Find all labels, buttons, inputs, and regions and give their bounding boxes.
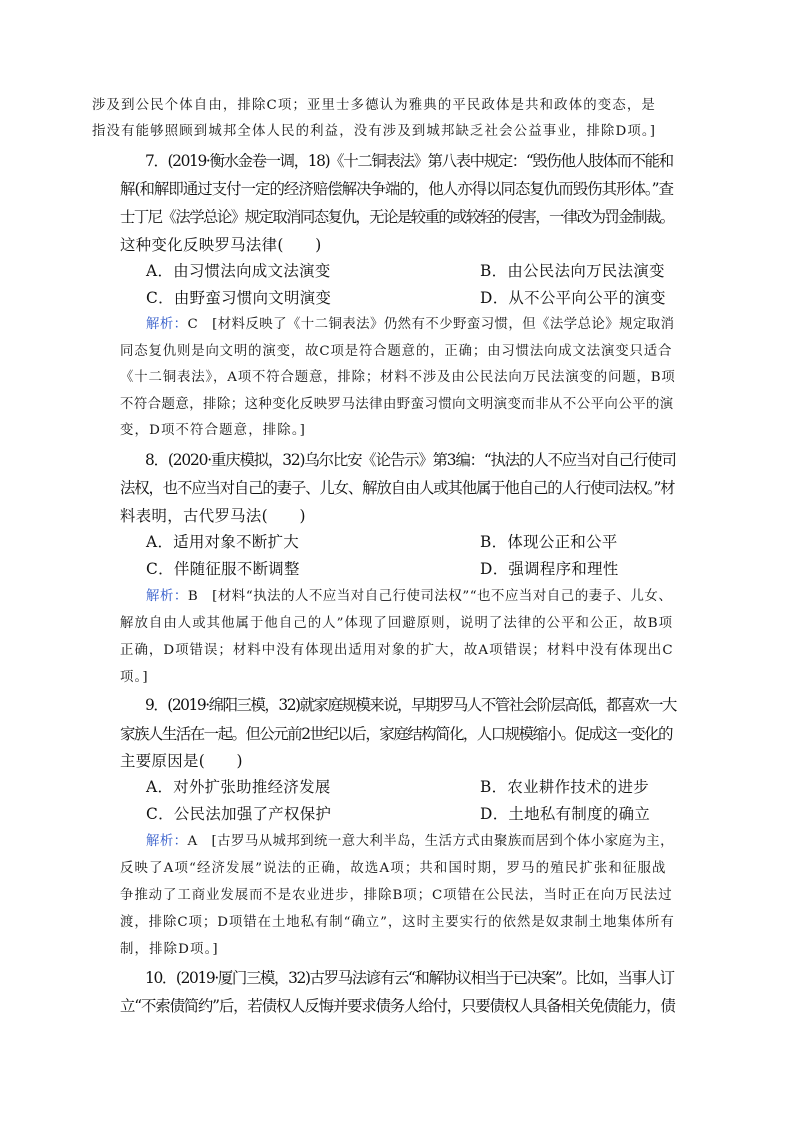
q9-answer-line-1: 解析：A [古罗马从城邦到统一意大利半岛，生活方式由聚族而居到个体小家庭为主， [146,834,674,849]
q8-answer-line-1: 解析：B [材料“执法的人不应当对自己行使司法权”“也不应当对自己的妻子、儿女、 [146,589,673,604]
q8-answer-line-3: 正确，D项错误；材料中没有体现出适用对象的扩大，故A项错误；材料中没有体现出C [120,643,674,658]
q10-stem-line-2: 立“不索债简约”后，若债权人反悔并要求债务人给付，只要债权人具备相关免债能力，债 [120,997,675,1015]
q9-answer-line-4: 渡，排除C项；D项错在土地私有制“确立”，这时主要实行的依然是奴隶制土地集体所有 [120,915,675,930]
q8-answer-line-4: 项。] [120,670,149,685]
q9-stem-line-2: 家族人生活在一起。但公元前2世纪以后，家庭结构简化，人口规模缩小。促成这一变化的 [120,725,673,743]
q9-stem-line-1: 9．(2019·绵阳三模，32)就家庭规模来说，早期罗马人不管社会阶层高低，都喜欢一大 [145,696,676,714]
q9-answer-line-5: 制，排除D项。] [120,942,219,957]
q9-option-a[interactable]: A．对外扩张助推经济发展 [146,778,331,796]
q9-option-d[interactable]: D．土地私有制度的确立 [480,805,651,823]
q7-option-c[interactable]: C．由野蛮习惯向文明演变 [146,289,332,307]
q9-answer-line-2: 反映了A项“经济发展”说法的正确，故选A项；共和国时期，罗马的殖民扩张和征服战 [120,861,667,876]
q8-stem-line-1: 8．(2020·重庆模拟，32)乌尔比安《论告示》第3编：“执法的人不应当对自己行使司 [145,451,676,469]
q8-answer-line-2: 解放自由人或其他属于他自己的人”体现了回避原则，说明了法律的公平和公正，故B项 [120,616,674,631]
q8-stem-line-3: 料表明，古代罗马法( ) [120,507,306,525]
q7-stem-line-4: 这种变化反映罗马法律( ) [120,236,322,254]
q9-option-c[interactable]: C．公民法加强了产权保护 [146,805,332,823]
q9-stem-line-3: 主要原因是( ) [120,752,243,770]
q9-option-b[interactable]: B．农业耕作技术的进步 [480,778,650,796]
q8-stem-line-2: 法权，也不应当对自己的妻子、儿女、解放自由人或其他属于他自己的人行使司法权。”材 [120,479,675,497]
q7-stem-line-1: 7．(2019·衡水金卷一调，18)《十二铜表法》第八表中规定：“毁伤他人肢体而不能和 [145,152,673,170]
q7-answer-line-3: 《十二铜表法》，A项不符合题意，排除；材料不涉及由公民法向万民法演变的问题，B项 [120,370,676,385]
q7-answer-line-1: 解析：C [材料反映了《十二铜表法》仍然有不少野蛮习惯，但《法学总论》规定取消 [146,317,675,332]
q9-answer-line-3: 争推动了工商业发展而不是农业进步，排除B项；C项错在公民法，当时正在向万民法过 [120,888,673,903]
q7-stem-line-3: 士丁尼《法学总论》规定取消同态复仇，无论是较重的或较轻的侵害，一律改为罚金制裁。 [120,208,674,226]
q7-answer-line-4: 不符合题意，排除；这种变化反映罗马法律由野蛮习惯向文明演变而非从不公平向公平的演 [120,397,674,412]
q7-option-b[interactable]: B．由公民法向万民法演变 [480,262,665,280]
prev-answer-line-2: 指没有能够照顾到城邦全体人民的利益，没有涉及到城邦缺乏社会公益事业，排除D项。] [92,124,657,139]
q7-answer-line-5: 变，D项不符合题意，排除。] [120,423,307,438]
q8-option-a[interactable]: A．适用对象不断扩大 [146,533,300,551]
q8-option-c[interactable]: C．伴随征服不断调整 [146,560,300,578]
q7-answer-line-2: 同态复仇则是向文明的演变，故C项是符合题意的，正确；由习惯法向成文法演变只适合 [120,344,673,359]
q8-option-d[interactable]: D．强调程序和理性 [480,560,619,578]
q7-stem-line-2: 解(和解即通过支付一定的经济赔偿解决争端的，他人亦得以同态复仇而毁伤其形体。”查 [120,180,674,198]
analysis-label: 解析： [146,317,188,332]
q8-option-b[interactable]: B．体现公正和公平 [480,533,618,551]
q10-stem-line-1: 10．(2019·厦门三模，32)古罗马法谚有云“和解协议相当于已决案”。比如，当事人订 [145,969,674,987]
analysis-label: 解析： [146,589,188,604]
prev-answer-line-1: 涉及到公民个体自由，排除C项；亚里士多德认为雅典的平民政体是共和政体的变态，是 [92,98,656,113]
analysis-label: 解析： [146,834,188,849]
q7-option-a[interactable]: A．由习惯法向成文法演变 [146,262,331,280]
q7-option-d[interactable]: D．从不公平向公平的演变 [480,289,666,307]
